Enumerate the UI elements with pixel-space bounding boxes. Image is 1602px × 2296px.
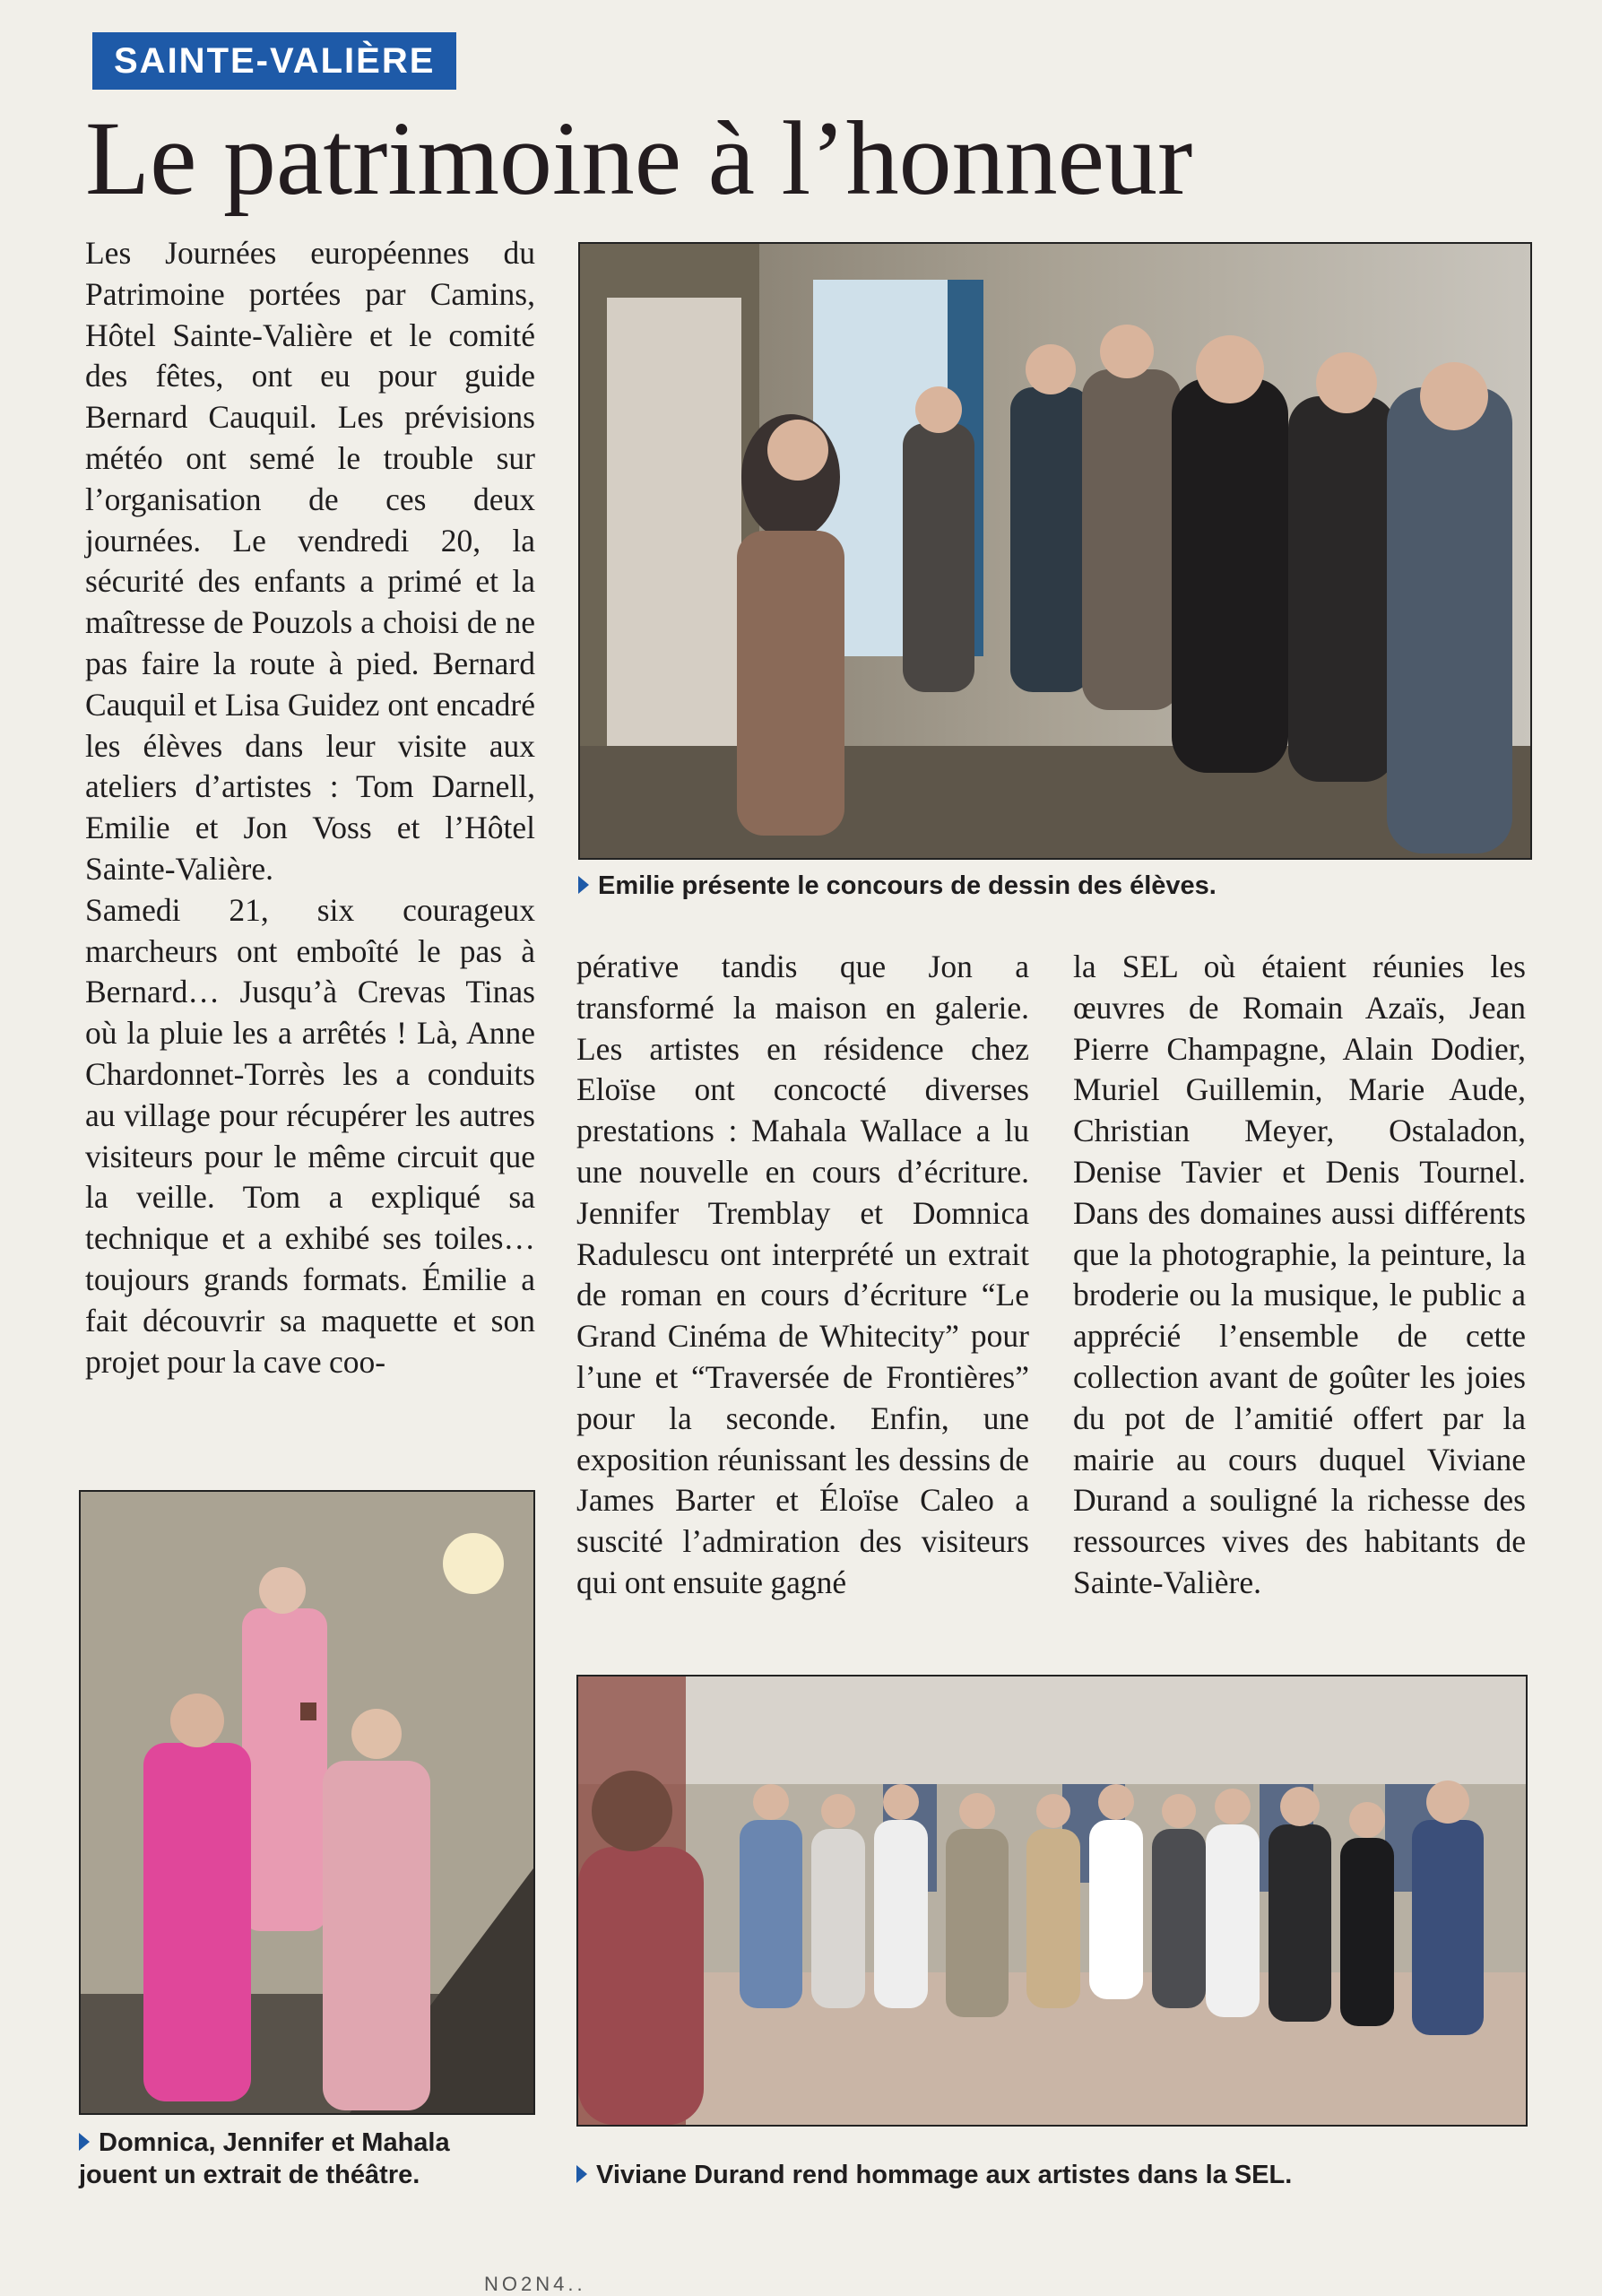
photo-3-image (578, 1677, 1526, 2125)
article-column-1 (85, 233, 535, 1470)
photo-sel-exhibition (576, 1675, 1528, 2127)
photo-1-caption: Emilie présente le concours de dessin des élèves. (578, 870, 1528, 902)
page-footer-mark: NO2N4.. (484, 2273, 586, 2295)
article-paragraph-1: Les Journées européennes du Patrimoine portées par Camins, Hôtel Sainte-Valière et le comité des fêtes, ont eu pour guide Bernard Cauquil. Les prévisions météo ont semé le trouble sur l’organisation de ces deux journées. Le vendredi 20, la sécurité des enfants a primé et la maîtresse de Pouzols a choisi de ne pas faire la route à pied. Bernard Cauquil et Lisa Guidez ont encadré les élèves dans leur visite aux ateliers d’artistes : Tom Darnell, Emilie et Jon Voss et l’Hôtel Sainte-Valière. (85, 235, 535, 887)
article-column-3 (1073, 947, 1526, 1655)
article-paragraph-3: pérative tandis que Jon a transformé la maison en galerie. Les artistes en résidence chez Eloïse ont concocté diverses prestations : Mahala Wallace a lu une nouvelle en cours d’écriture. Jennifer Tremblay et Domnica Radulescu ont interprété un extrait de roman en cours d’écriture “Le Grand Cinéma de Whitecity” pour l’une et “Traversée de Frontières” pour la seconde. Enfin, une exposition réunissant les dessins de James Barter et Éloïse Caleo a suscité l’admiration des visiteurs qui ont ensuite gagné (576, 949, 1029, 1600)
photo-theatre-reading (79, 1490, 535, 2115)
caption-marker-icon (79, 2133, 90, 2151)
photo-2-image (81, 1492, 533, 2113)
photo-students-drawing-contest (578, 242, 1532, 860)
article-paragraph-2: Samedi 21, six courageux marcheurs ont emboîté le pas à Bernard… Jusqu’à Crevas Tinas où la pluie les a arrêtés ! Là, Anne Chardonnet-Torrès les a conduits au village pour récupérer les autres visiteurs pour le même circuit que la veille. Tom a expliqué sa technique et a exhibé ses toiles… toujours grands formats. Émilie a fait découvrir sa maquette et son projet pour la cave coo- (85, 891, 535, 1380)
caption-marker-icon (576, 2165, 587, 2183)
article-headline: Le patrimoine à l’honneur (85, 100, 1193, 217)
caption-marker-icon (578, 876, 589, 894)
article-paragraph-4: la SEL où étaient réunies les œuvres de Romain Azaïs, Jean Pierre Champagne, Alain Dodier, Muriel Guillemin, Marie Aude, Christian Meyer, Ostaladon, Denise Tavier et Denis Tournel. Dans des domaines aussi différents que la photographie, la peinture, la broderie ou la musique, le public a apprécié l’ensemble de cette collection avant de goûter les joies du pot de l’amitié offert par la mairie au cours duquel Viviane Durand a souligné la richesse des ressources vives des habitants de Sainte-Valière. (1073, 949, 1526, 1600)
article-column-2 (576, 947, 1029, 1655)
photo-1-image (580, 244, 1530, 858)
photo-2-caption: Domnica, Jennifer et Mahala jouent un extrait de théâtre. (79, 2128, 450, 2189)
photo-3-caption: Viviane Durand rend hommage aux artistes dans la SEL. (576, 2159, 1527, 2191)
section-kicker: SAINTE-VALIÈRE (92, 32, 456, 90)
